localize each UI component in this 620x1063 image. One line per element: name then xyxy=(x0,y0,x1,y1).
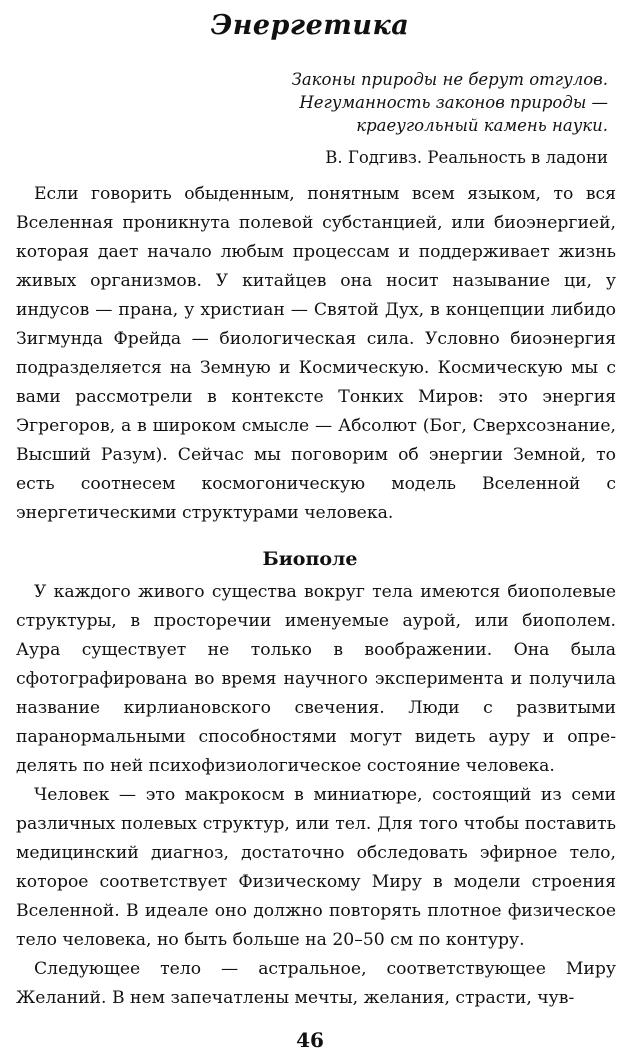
section-heading: Биополе xyxy=(262,548,358,570)
paragraph: У каждого живого существа вокруг тела имеются биополевые структуры, в просторечии именуемые аурой, или биополем. Аура существует не только в воображении. Она была сфотографирована во время научного эксперимента и получила название кирлиановского свечения. Люди с развитыми паранормальными способностями могут видеть ауру и определять по ней психофизиологическое состояние человека. xyxy=(16,582,616,776)
epigraph-line: краеугольный камень науки. xyxy=(356,116,608,135)
epigraph-source: В. Годгивз. Реальность в ладони xyxy=(325,148,608,167)
epigraph-line: Законы природы не берут отгулов. xyxy=(291,70,608,89)
paragraph: Следующее тело — астральное, соответствующее Миру Желаний. В нем запечатлены мечты, желания, страсти, чув- xyxy=(16,959,616,1008)
intro-text xyxy=(16,180,616,528)
paragraph: Человек — это макрокосм в миниатюре, состоящий из семи различных полевых структур, или тел. Для того чтобы поставить медицинский диагноз, достаточно обследовать эфирное тело, которое соответствует Физическому Миру в модели строения Вселенной. В идеале оно должно повторять плотное физическое тело человека, но быть больше на 20–50 см по контуру. xyxy=(16,785,616,950)
section-text xyxy=(16,578,616,1013)
chapter-title: Энергетика xyxy=(210,10,410,41)
epigraph xyxy=(208,68,608,137)
paragraph: Если говорить обыденным, понятным всем языком, то вся Вселенная проникнута полевой субстанцией, или биоэнергией, которая дает начало любым процессам и поддерживает жизнь живых организмов. У китайцев она носит называние ци, у индусов — прана, у христиан — Святой Дух, в концепции либидо Зигмунда Фрейда — биологическая сила. Условно биоэнергия подразделяется на Земную и Космическую. Космическую мы с вами рассмотрели в контексте Тонких Миров: это энергия Эгрегоров, а в широком смысле — Абсолют (Бог, Сверхсознание, Высший Разум). Сейчас мы поговорим об энергии Земной, то есть соотнесем космогоническую модель Вселенной с энергетическими структурами человека. xyxy=(16,184,616,523)
page-number: 46 xyxy=(296,1028,324,1052)
epigraph-line: Негуманность законов природы — xyxy=(299,93,608,112)
